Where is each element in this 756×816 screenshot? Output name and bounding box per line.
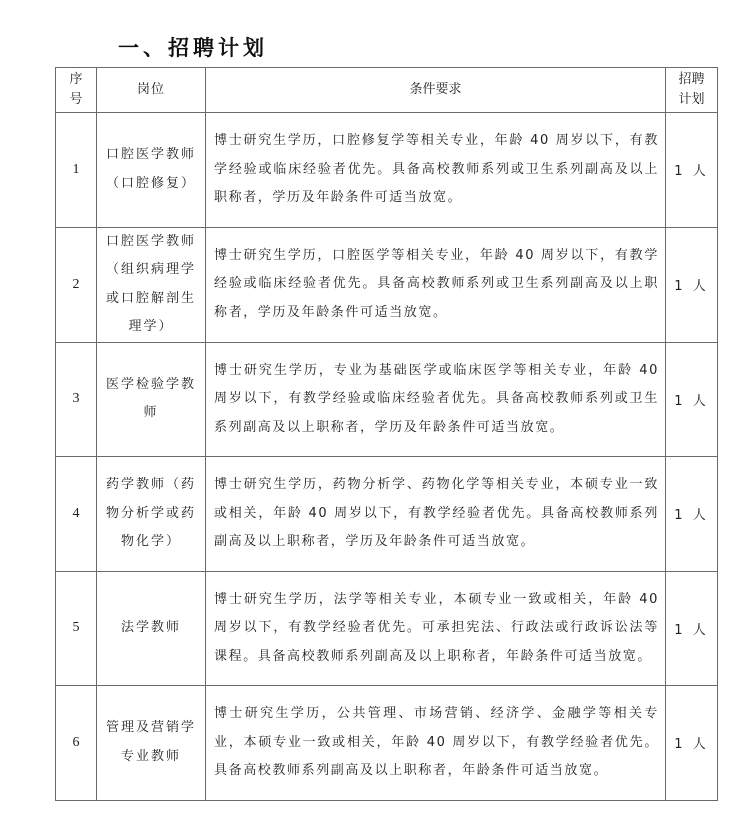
row-requirements: 博士研究生学历，公共管理、市场营销、经济学、金融学等相关专业，本硕专业一致或相关，年龄 40 周岁以下，有教学经验者优先。具备高校教师系列副高及以上职称者，年龄条件可适当放宽。	[206, 686, 666, 801]
header-plan	[666, 68, 718, 113]
row-position: 管理及营销学专业教师	[97, 686, 206, 801]
row-requirements: 博士研究生学历，口腔修复学等相关专业，年龄 40 周岁以下，有教学经验或临床经验者优先。具备高校教师系列或卫生系列副高及以上职称者，学历及年龄条件可适当放宽。	[206, 113, 666, 228]
section-title: 一、招聘计划	[118, 36, 268, 60]
row-position: 口腔医学教师（口腔修复）	[97, 113, 206, 228]
row-position: 口腔医学教师（组织病理学或口腔解剖生理学）	[97, 227, 206, 342]
header-seq	[56, 68, 97, 113]
row-plan: 1 人	[666, 571, 718, 686]
row-plan: 1 人	[666, 457, 718, 572]
row-seq: 1	[56, 113, 97, 228]
header-plan-line1: 招聘	[678, 72, 705, 87]
header-plan-line2: 计划	[678, 92, 705, 107]
recruitment-plan-table	[55, 67, 718, 801]
header-seq-line2: 号	[69, 92, 83, 107]
row-seq: 3	[56, 342, 97, 457]
row-seq: 4	[56, 457, 97, 572]
row-seq: 6	[56, 686, 97, 801]
row-requirements: 博士研究生学历，法学等相关专业，本硕专业一致或相关，年龄 40 周岁以下，有教学经验者优先。可承担宪法、行政法或行政诉讼法等课程。具备高校教师系列副高及以上职称者，年龄条件可适当放宽。	[206, 571, 666, 686]
row-plan: 1 人	[666, 686, 718, 801]
table-row	[56, 227, 718, 342]
table-row	[56, 342, 718, 457]
table-row	[56, 571, 718, 686]
row-position: 法学教师	[97, 571, 206, 686]
header-position: 岗位	[97, 68, 206, 113]
row-requirements: 博士研究生学历，专业为基础医学或临床医学等相关专业，年龄 40 周岁以下，有教学经验或临床经验者优先。具备高校教师系列或卫生系列副高及以上职称者，学历及年龄条件可适当放宽。	[206, 342, 666, 457]
row-position: 医学检验学教师	[97, 342, 206, 457]
row-plan: 1 人	[666, 227, 718, 342]
row-requirements: 博士研究生学历，口腔医学等相关专业，年龄 40 周岁以下，有教学经验或临床经验者优先。具备高校教师系列或卫生系列副高及以上职称者，学历及年龄条件可适当放宽。	[206, 227, 666, 342]
row-seq: 5	[56, 571, 97, 686]
header-requirements: 条件要求	[206, 68, 666, 113]
row-plan: 1 人	[666, 113, 718, 228]
table-header-row	[56, 68, 718, 113]
table-row	[56, 113, 718, 228]
header-seq-line1: 序	[69, 72, 83, 87]
row-position: 药学教师（药物分析学或药物化学）	[97, 457, 206, 572]
row-plan: 1 人	[666, 342, 718, 457]
row-seq: 2	[56, 227, 97, 342]
table-row	[56, 686, 718, 801]
row-requirements: 博士研究生学历，药物分析学、药物化学等相关专业，本硕专业一致或相关，年龄 40 周岁以下，有教学经验者优先。具备高校教师系列副高及以上职称者，学历及年龄条件可适当放宽。	[206, 457, 666, 572]
table-row	[56, 457, 718, 572]
